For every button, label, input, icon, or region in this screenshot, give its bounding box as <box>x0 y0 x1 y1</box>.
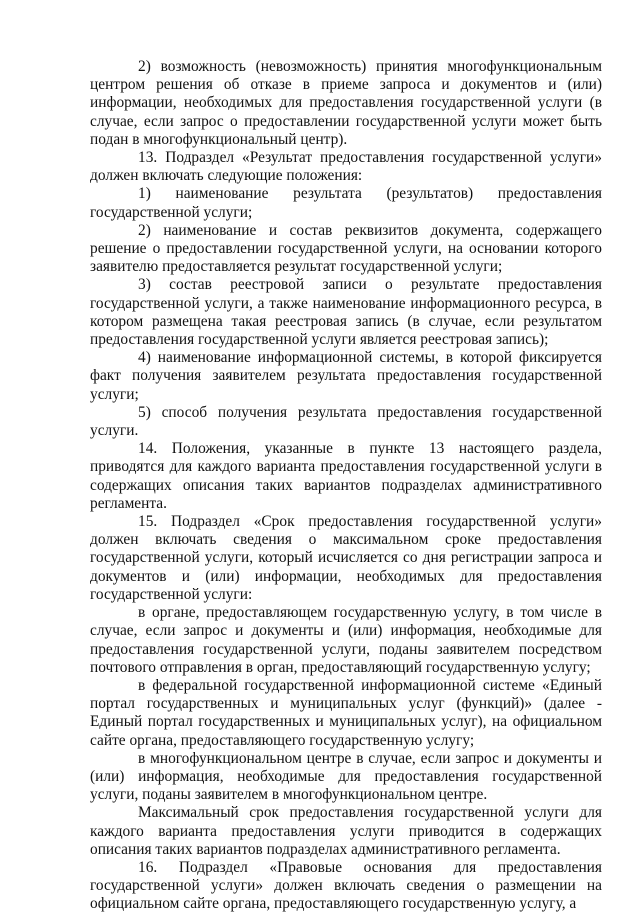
paragraph-section-13-item-3: 3) состав реестровой записи о результате предоставления государственной услуги, а также наименование информационного ресурса, в котором размещена такая реестровая запись (в случае, если результатом предоставления государственной услуги является реестровая запись); <box>90 276 602 349</box>
paragraph-section-15: 15. Подраздел «Срок предоставления государственной услуги» должен включать сведения о максимальном сроке предоставления государственной услуги, который исчисляется со дня регистрации запроса и документов и (или) информации, необходимых для предоставления государственной услуги: <box>90 513 602 603</box>
paragraph-item-2-possibility: 2) возможность (невозможность) принятия многофункциональным центром решения об отказе в приеме запроса и документов и (или) информации, необходимых для предоставления государственной услуги (в случае, если запрос о предоставлении государственной услуги может быть подан в многофункциональный центр). <box>90 58 602 148</box>
paragraph-section-15-mfc: в многофункциональном центре в случае, если запрос и документы и (или) информация, необходимые для предоставления государственной услуги, поданы заявителем в многофункциональном центре. <box>90 749 602 804</box>
paragraph-section-14: 14. Положения, указанные в пункте 13 настоящего раздела, приводятся для каждого варианта предоставления государственной услуги в содержащих описания таких вариантов подразделах административного регламента. <box>90 440 602 512</box>
paragraph-section-15-organ: в органе, предоставляющем государственную услугу, в том числе в случае, если запрос и документы и (или) информация, необходимые для предоставления государственной услуги, поданы заявителем посредством почтового отправления в орган, предоставляющий государственную услугу; <box>90 604 602 676</box>
document-page <box>90 58 602 914</box>
paragraph-section-13-item-1: 1) наименование результата (результатов) предоставления государственной услуги; <box>90 185 602 221</box>
paragraph-section-13-item-5: 5) способ получения результата предоставления государственной услуги. <box>90 403 602 440</box>
paragraph-section-16: 16. Подраздел «Правовые основания для предоставления государственной услуги» должен включать сведения о размещении на официальном сайте органа, предоставляющего государственную услугу, а <box>90 858 602 913</box>
paragraph-max-term: Максимальный срок предоставления государственной услуги для каждого варианта предоставления услуги приводится в содержащих описания таких вариантов подразделах административного регламента. <box>90 804 602 858</box>
paragraph-section-13: 13. Подраздел «Результат предоставления государственной услуги» должен включать следующие положения: <box>90 149 602 185</box>
paragraph-section-15-portal: в федеральной государственной информационной системе «Единый портал государственных и муниципальных услуг (функций)» (далее - Единый портал государственных и муниципальных услуг), на официальном сайте органа, предоставляющего государственную услугу; <box>90 676 602 749</box>
paragraph-section-13-item-4: 4) наименование информационной системы, в которой фиксируется факт получения заявителем результата предоставления государственной услуги; <box>90 349 602 403</box>
paragraph-section-13-item-2: 2) наименование и состав реквизитов документа, содержащего решение о предоставлении государственной услуги, на основании которого заявителю предоставляется результат государственной услуги; <box>90 221 602 276</box>
